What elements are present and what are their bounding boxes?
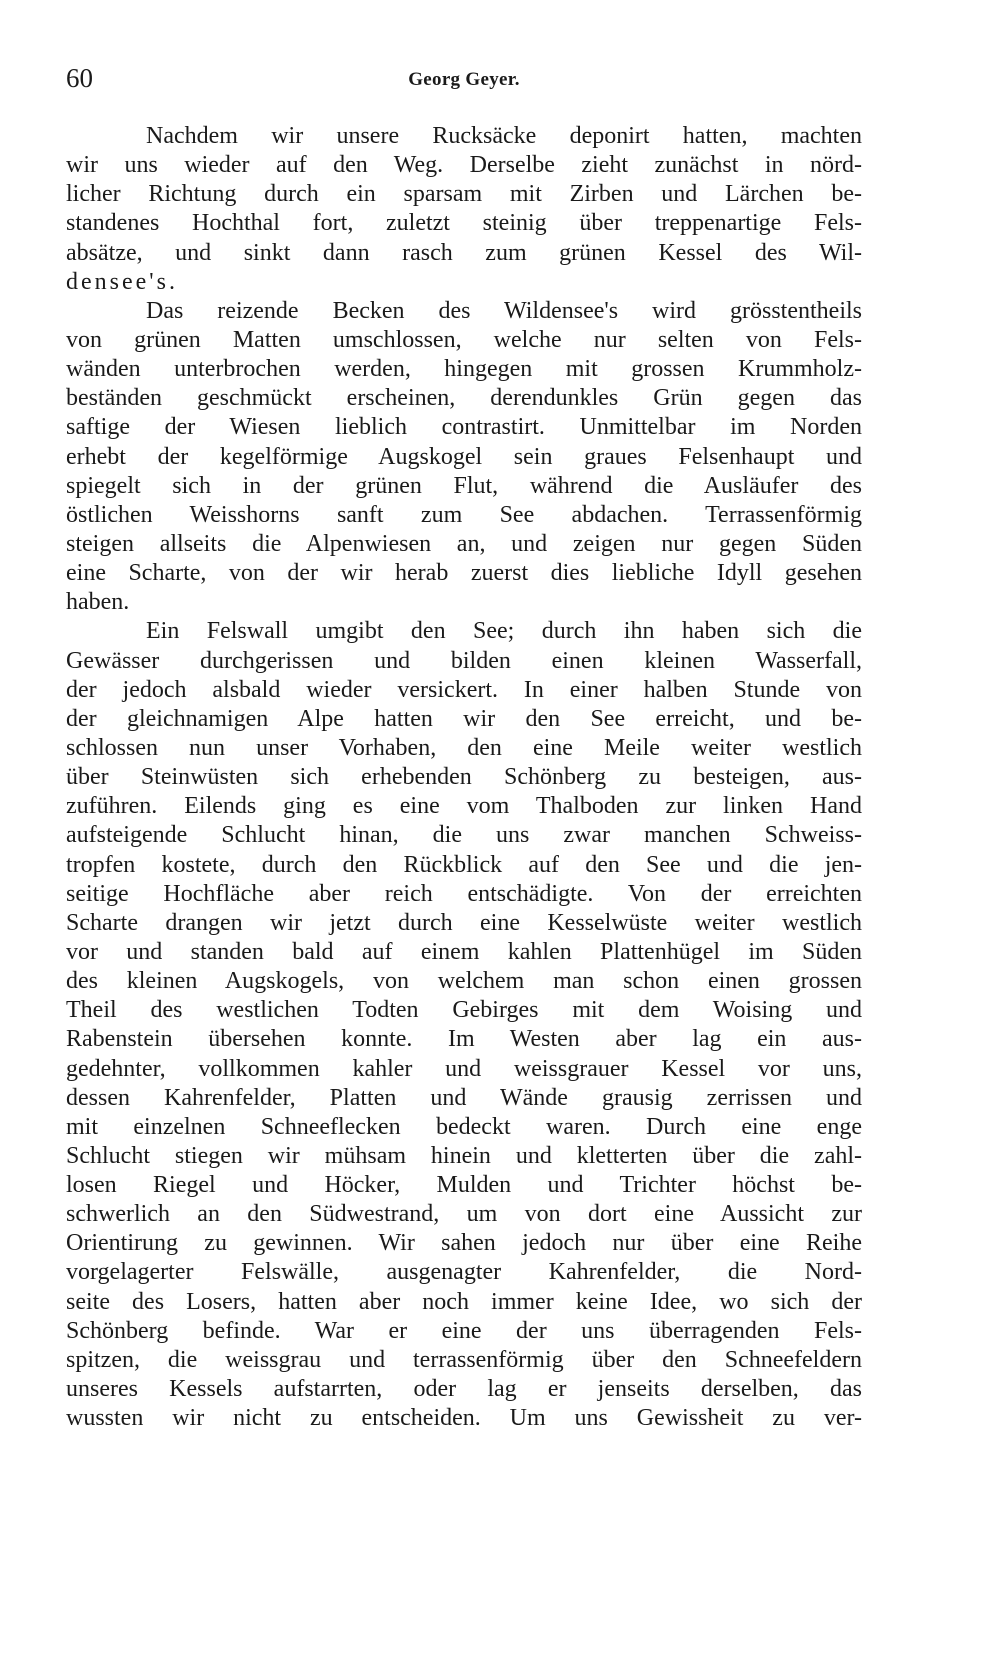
text-line: des kleinen Augskogels, von welchem man schon einen grossen xyxy=(66,968,862,995)
text-line: seite des Losers, hatten aber noch immer keine Idee, wo sich der xyxy=(66,1288,862,1315)
text-line: dessen Kahrenfelder, Platten und Wände grausig zerrissen und xyxy=(66,1084,862,1111)
text-line: Orientirung zu gewinnen. Wir sahen jedoch nur über eine Reihe xyxy=(66,1230,862,1257)
text-line: mit einzelnen Schneeflecken bedeckt waren. Durch eine enge xyxy=(66,1113,862,1140)
text-line: absätze, und sinkt dann rasch zum grünen Kessel des Wil- xyxy=(66,239,862,266)
text-line: seitige Hochfläche aber reich entschädigte. Von der erreichten xyxy=(66,880,862,907)
text-line: schwerlich an den Südwestrand, um von dort eine Aussicht zur xyxy=(66,1201,862,1228)
text-line: wussten wir nicht zu entscheiden. Um uns Gewissheit zu ver- xyxy=(66,1405,862,1432)
text-line: tropfen kostete, durch den Rückblick auf den See und die jen- xyxy=(66,851,862,878)
paragraph xyxy=(66,297,862,618)
text-line: Rabenstein übersehen konnte. Im Westen aber lag ein aus- xyxy=(66,1026,862,1053)
text-line: Schönberg befinde. War er eine der uns überragenden Fels- xyxy=(66,1317,862,1344)
text-line: spitzen, die weissgrau und terrassenförmig über den Schneefeldern xyxy=(66,1346,862,1373)
text-line: Schlucht stiegen wir mühsam hinein und kletterten über die zahl- xyxy=(66,1142,862,1169)
text-line: licher Richtung durch ein sparsam mit Zirben und Lärchen be- xyxy=(66,181,862,208)
book-page xyxy=(66,60,862,1433)
text-line: schlossen nun unser Vorhaben, den eine Meile weiter westlich xyxy=(66,734,862,761)
text-line: östlichen Weisshorns sanft zum See abdachen. Terrassenförmig xyxy=(66,501,862,528)
text-line: zuführen. Eilends ging es eine vom Thalboden zur linken Hand xyxy=(66,793,862,820)
text-line: der jedoch alsbald wieder versickert. In einer halben Stunde von xyxy=(66,676,862,703)
text-line: standenes Hochthal fort, zuletzt steinig über treppenartige Fels- xyxy=(66,210,862,237)
text-line: wänden unterbrochen werden, hingegen mit grossen Krummholz- xyxy=(66,356,862,383)
text-line: vorgelagerter Felswälle, ausgenagter Kahrenfelder, die Nord- xyxy=(66,1259,862,1286)
text-line: von grünen Matten umschlossen, welche nur selten von Fels- xyxy=(66,326,862,353)
page-header xyxy=(66,60,862,100)
text-line: Gewässer durchgerissen und bilden einen kleinen Wasserfall, xyxy=(66,647,862,674)
text-line: steigen allseits die Alpenwiesen an, und zeigen nur gegen Süden xyxy=(66,530,862,557)
paragraph xyxy=(66,617,862,1433)
text-line: erhebt der kegelförmige Augskogel sein graues Felsenhaupt und xyxy=(66,443,862,470)
text-line: Scharte drangen wir jetzt durch eine Kesselwüste weiter westlich xyxy=(66,909,862,936)
text-line: Nachdem wir unsere Rucksäcke deponirt hatten, machten xyxy=(146,123,862,149)
text-line: aufsteigende Schlucht hinan, die uns zwar manchen Schweiss- xyxy=(66,822,862,849)
text-line: der gleichnamigen Alpe hatten wir den See erreicht, und be- xyxy=(66,705,862,732)
text-line: gedehnter, vollkommen kahler und weissgrauer Kessel vor uns, xyxy=(66,1055,862,1082)
text-line: densee's. xyxy=(66,268,178,295)
text-line: wir uns wieder auf den Weg. Derselbe zieht zunächst in nörd- xyxy=(66,152,862,179)
text-line: spiegelt sich in der grünen Flut, während die Ausläufer des xyxy=(66,472,862,499)
text-line: eine Scharte, von der wir herab zuerst dies liebliche Idyll gesehen xyxy=(66,560,862,587)
body-text xyxy=(66,122,862,1433)
running-head: Georg Geyer. xyxy=(408,69,520,90)
text-line: saftige der Wiesen lieblich contrastirt. Unmittelbar im Norden xyxy=(66,414,862,441)
text-line: Theil des westlichen Todten Gebirges mit dem Woising und xyxy=(66,997,862,1024)
page-number: 60 xyxy=(66,63,93,93)
text-line: über Steinwüsten sich erhebenden Schönberg zu besteigen, aus- xyxy=(66,764,862,791)
text-line: losen Riegel und Höcker, Mulden und Trichter höchst be- xyxy=(66,1172,862,1199)
text-line: haben. xyxy=(66,589,130,616)
text-line: beständen geschmückt erscheinen, derendunkles Grün gegen das xyxy=(66,385,862,412)
text-line: unseres Kessels aufstarrten, oder lag er jenseits derselben, das xyxy=(66,1376,862,1403)
text-line: vor und standen bald auf einem kahlen Plattenhügel im Süden xyxy=(66,938,862,965)
text-line: Das reizende Becken des Wildensee's wird grösstentheils xyxy=(146,297,862,324)
text-line: Ein Felswall umgibt den See; durch ihn haben sich die xyxy=(146,618,862,645)
paragraph xyxy=(66,122,862,297)
